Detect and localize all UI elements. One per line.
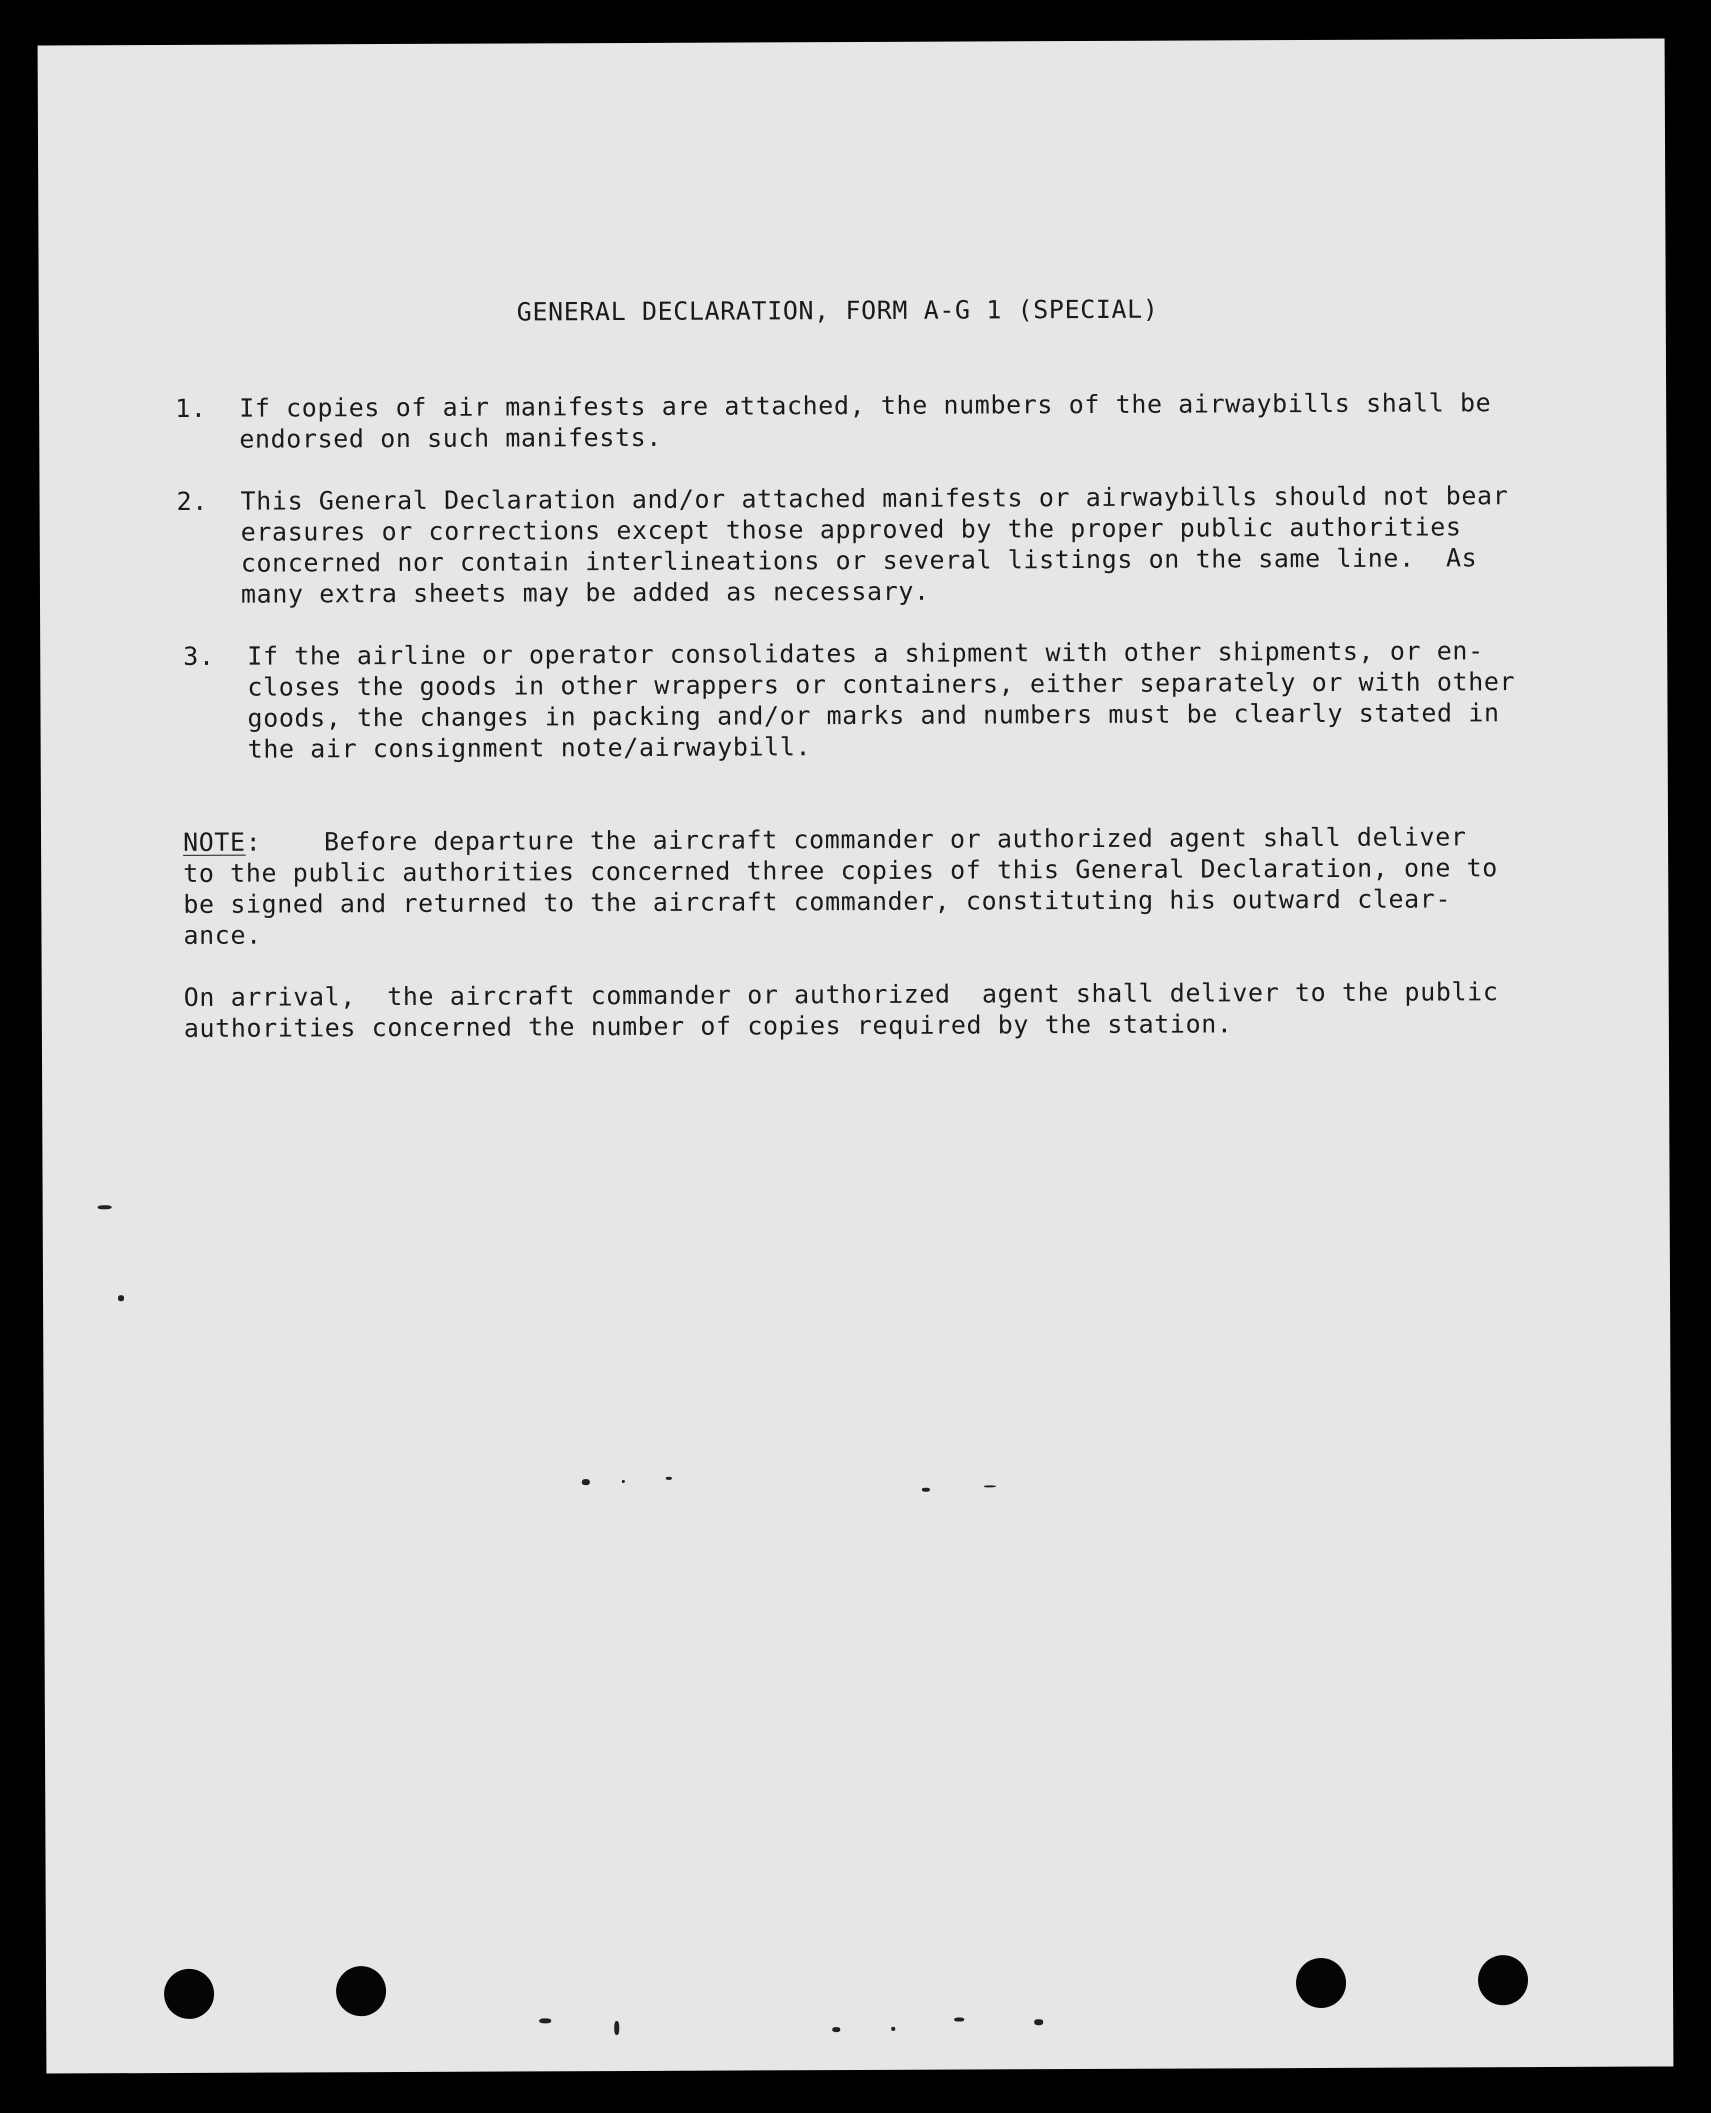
- text-line: authorities concerned the number of copies required by the station.: [183, 1009, 1233, 1043]
- document-page: [38, 38, 1674, 2073]
- text-line: be signed and returned to the aircraft commander, constituting his outward clear-: [183, 884, 1452, 919]
- text-line: many extra sheets may be added as necessary.: [240, 576, 930, 609]
- text-line: If the airline or operator consolidates a shipment with other shipments, or en-: [247, 636, 1484, 671]
- text-line: If copies of air manifests are attached, the numbers of the airwaybills shall be: [239, 388, 1492, 423]
- item-text: [239, 387, 1491, 454]
- text-line: the air consignment note/airwaybill.: [247, 732, 812, 764]
- text-line: goods, the changes in packing and/or marks and numbers must be clearly stated in: [247, 698, 1500, 733]
- text-line: concerned nor contain interlineations or several listings on the same line. As: [240, 543, 1478, 578]
- text-line: to the public authorities concerned three copies of this General Declaration, one to: [183, 853, 1498, 888]
- note-first-line-text: : Before departure the aircraft commander or authorized agent shall deliver: [245, 822, 1467, 857]
- punch-hole: [1478, 1955, 1528, 2005]
- ink-speck: [954, 2018, 964, 2022]
- ink-speck: [582, 1479, 590, 1485]
- punch-hole: [1296, 1958, 1346, 2008]
- ink-speck: [539, 2018, 551, 2023]
- item-number: 2.: [176, 486, 208, 516]
- text-line: endorsed on such manifests.: [239, 422, 662, 454]
- text-line: ance.: [183, 920, 262, 950]
- text-line: On arrival, the aircraft commander or authorized agent shall deliver to the public: [183, 977, 1499, 1012]
- ink-speck: [614, 2021, 619, 2035]
- ink-speck: [832, 2027, 840, 2032]
- ink-speck: [98, 1205, 112, 1209]
- ink-speck: [666, 1477, 672, 1480]
- ink-speck: [922, 1488, 930, 1492]
- text-line: closes the goods in other wrappers or containers, either separately or with other: [247, 667, 1516, 702]
- ink-speck: [1034, 2019, 1043, 2025]
- text-line: erasures or corrections except those approved by the proper public authorities: [240, 512, 1462, 547]
- item-text: [241, 480, 1509, 610]
- page-title: GENERAL DECLARATION, FORM A-G 1 (SPECIAL): [516, 294, 1159, 327]
- item-number: 1.: [175, 393, 207, 423]
- text-line: This General Declaration and/or attached manifests or airwaybills should not bear: [240, 481, 1509, 516]
- item-text: [247, 635, 1515, 765]
- arrival-paragraph: [184, 976, 1499, 1044]
- ink-speck: [984, 1485, 996, 1487]
- punch-hole: [164, 1969, 214, 2019]
- ink-speck: [118, 1295, 124, 1301]
- ink-speck: [891, 2027, 895, 2031]
- punch-hole: [336, 1966, 386, 2016]
- ink-speck: [622, 1480, 625, 1483]
- item-number: 3.: [183, 641, 215, 671]
- note-label: NOTE: [182, 827, 246, 857]
- note-paragraph: [183, 821, 1498, 951]
